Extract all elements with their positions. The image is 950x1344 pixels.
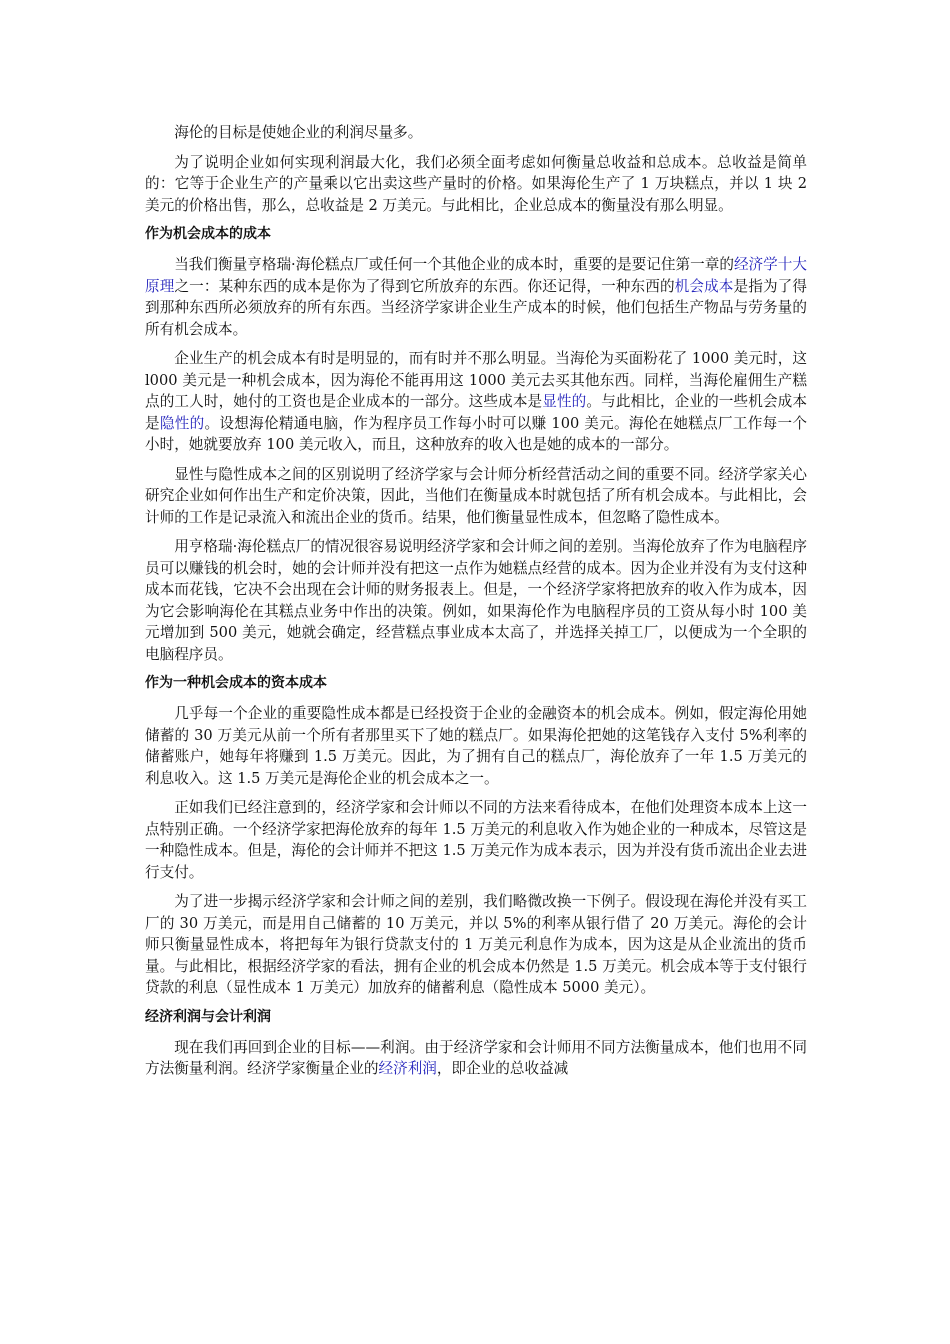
body-paragraph <box>145 152 807 217</box>
paragraph-text: 。与此相比，企业的一些机会成本是 <box>145 393 807 432</box>
body-paragraph <box>145 891 807 999</box>
body-paragraph <box>145 1037 807 1080</box>
body-paragraph <box>145 464 807 529</box>
body-paragraph <box>145 703 807 789</box>
paragraph-text: 海伦的目标是使她企业的利润尽量多。 <box>174 124 423 141</box>
term-link[interactable]: 经济学十大原理 <box>145 256 807 295</box>
section-heading: 经济利润与会计利润 <box>145 1008 271 1025</box>
body-paragraph <box>145 348 807 456</box>
paragraph-text: ，即企业的总收益减 <box>436 1060 569 1077</box>
paragraph-text: 是指为了得到那种东西所必须放弃的所有东西。当经济学家讲企业生产成本的时候，他们包括生产物品与劳务量的所有机会成本。 <box>145 277 807 338</box>
paragraph-text: 企业生产的机会成本有时是明显的，而有时并不那么明显。当海伦为买面粉花了 1000 美元时，这 l000 美元是一种机会成本，因为海伦不能再用这 1000 美元去买其他东西。同样，当海伦雇佣生产糕点的工人时，她付的工资也是企业成本的一部分。这些成本是 <box>145 350 807 410</box>
paragraph-text: 之一：某种东西的成本是你为了得到它所放弃的东西。你还记得，一种东西的 <box>174 277 675 295</box>
body-paragraph <box>145 536 807 665</box>
paragraph-text: 正如我们已经注意到的，经济学家和会计师以不同的方法来看待成本，在他们处理资本成本上这一点特别正确。一个经济学家把海伦放弃的每年 1.5 万美元的利息收入作为她企业的一种成本，尽管这是一种隐性成本。但是，海伦的会计师并不把这 1.5 万美元作为成本表示，因为并没有货币流出企业去进行支付。 <box>145 799 807 881</box>
body-paragraph <box>145 254 807 340</box>
paragraph-text: 显性与隐性成本之间的区别说明了经济学家与会计师分析经营活动之间的重要不同。经济学家关心研究企业如何作出生产和定价决策，因此，当他们在衡量成本时就包括了所有机会成本。与此相比，会计师的工作是记录流入和流出企业的货币。结果，他们衡量显性成本，但忽略了隐性成本。 <box>145 465 807 526</box>
paragraph-text: 。设想海伦精通电脑，作为程序员工作每小时可以赚 100 美元。海伦在她糕点厂工作每一个小时，她就要放弃 100 美元收入，而且，这种放弃的收入也是她的成本的一部分。 <box>145 414 807 453</box>
body-paragraph <box>145 797 807 883</box>
document-page <box>145 122 807 1088</box>
term-link[interactable]: 机会成本 <box>674 277 734 295</box>
body-paragraph <box>145 122 807 144</box>
paragraph-text: 现在我们再回到企业的目标——利润。由于经济学家和会计师用不同方法衡量成本，他们也用不同方法衡量利润。经济学家衡量企业的 <box>145 1038 807 1077</box>
term-link[interactable]: 隐性的 <box>159 414 205 432</box>
paragraph-text: 为了说明企业如何实现利润最大化，我们必须全面考虑如何衡量总收益和总成本。总收益是简单的：它等于企业生产的产量乘以它出卖这些产量时的价格。如果海伦生产了 1 万块糕点，并以 1 块 2 美元的价格出售，那么，总收益是 2 万美元。与此相比，企业总成本的衡量没有那么明显。 <box>145 153 807 214</box>
section-heading: 作为机会成本的成本 <box>145 226 271 242</box>
paragraph-text: 用亨格瑞·海伦糕点厂的情况很容易说明经济学家和会计师之间的差别。当海伦放弃了作为电脑程序员可以赚钱的机会时，她的会计师并没有把这一点作为她糕点经营的成本。因为企业并没有为支付这种成本而花钱，它决不会出现在会计师的财务报表上。但是，一个经济学家将把放弃的收入作为成本，因为它会影响海伦在其糕点业务中作出的决策。例如，如果海伦作为电脑程序员的工资从每小时 100 美元增加到 500 美元，她就会确定，经营糕点事业成本太高了，并选择关掉工厂，以便成为一个全职的电脑程序员。 <box>145 538 807 663</box>
term-link[interactable]: 经济利润 <box>378 1060 437 1077</box>
section-heading: 作为一种机会成本的资本成本 <box>145 675 327 691</box>
term-link[interactable]: 显性的 <box>542 393 587 410</box>
paragraph-text: 几乎每一个企业的重要隐性成本都是已经投资于企业的金融资本的机会成本。例如，假定海伦用她储蓄的 30 万美元从前一个所有者那里买下了她的糕点厂。如果海伦把她的这笔钱存入支付 5%利率的储蓄账户，她每年将赚到 1.5 万美元。因此，为了拥有自己的糕点厂，海伦放弃了一年 1.5 万美元的利息收入。这 1.5 万美元是海伦企业的机会成本之一。 <box>145 705 807 787</box>
paragraph-text: 当我们衡量亨格瑞·海伦糕点厂或任何一个其他企业的成本时，重要的是要记住第一章的 <box>174 256 734 273</box>
paragraph-text: 为了进一步揭示经济学家和会计师之间的差别，我们略微改换一下例子。假设现在海伦并没有买工厂的 30 万美元，而是用自己储蓄的 10 万美元，并以 5%的利率从银行借了 20 万美元。海伦的会计师只衡量显性成本，将把每年为银行贷款支付的 1 万美元利息作为成本，因为这是从企业流出的货币量。与此相比，根据经济学家的看法，拥有企业的机会成本仍然是 1.5 万美元。机会成本等于支付银行贷款的利息（显性成本 1 万美元）加放弃的储蓄利息（隐性成本 5000 美元）。 <box>145 893 807 996</box>
